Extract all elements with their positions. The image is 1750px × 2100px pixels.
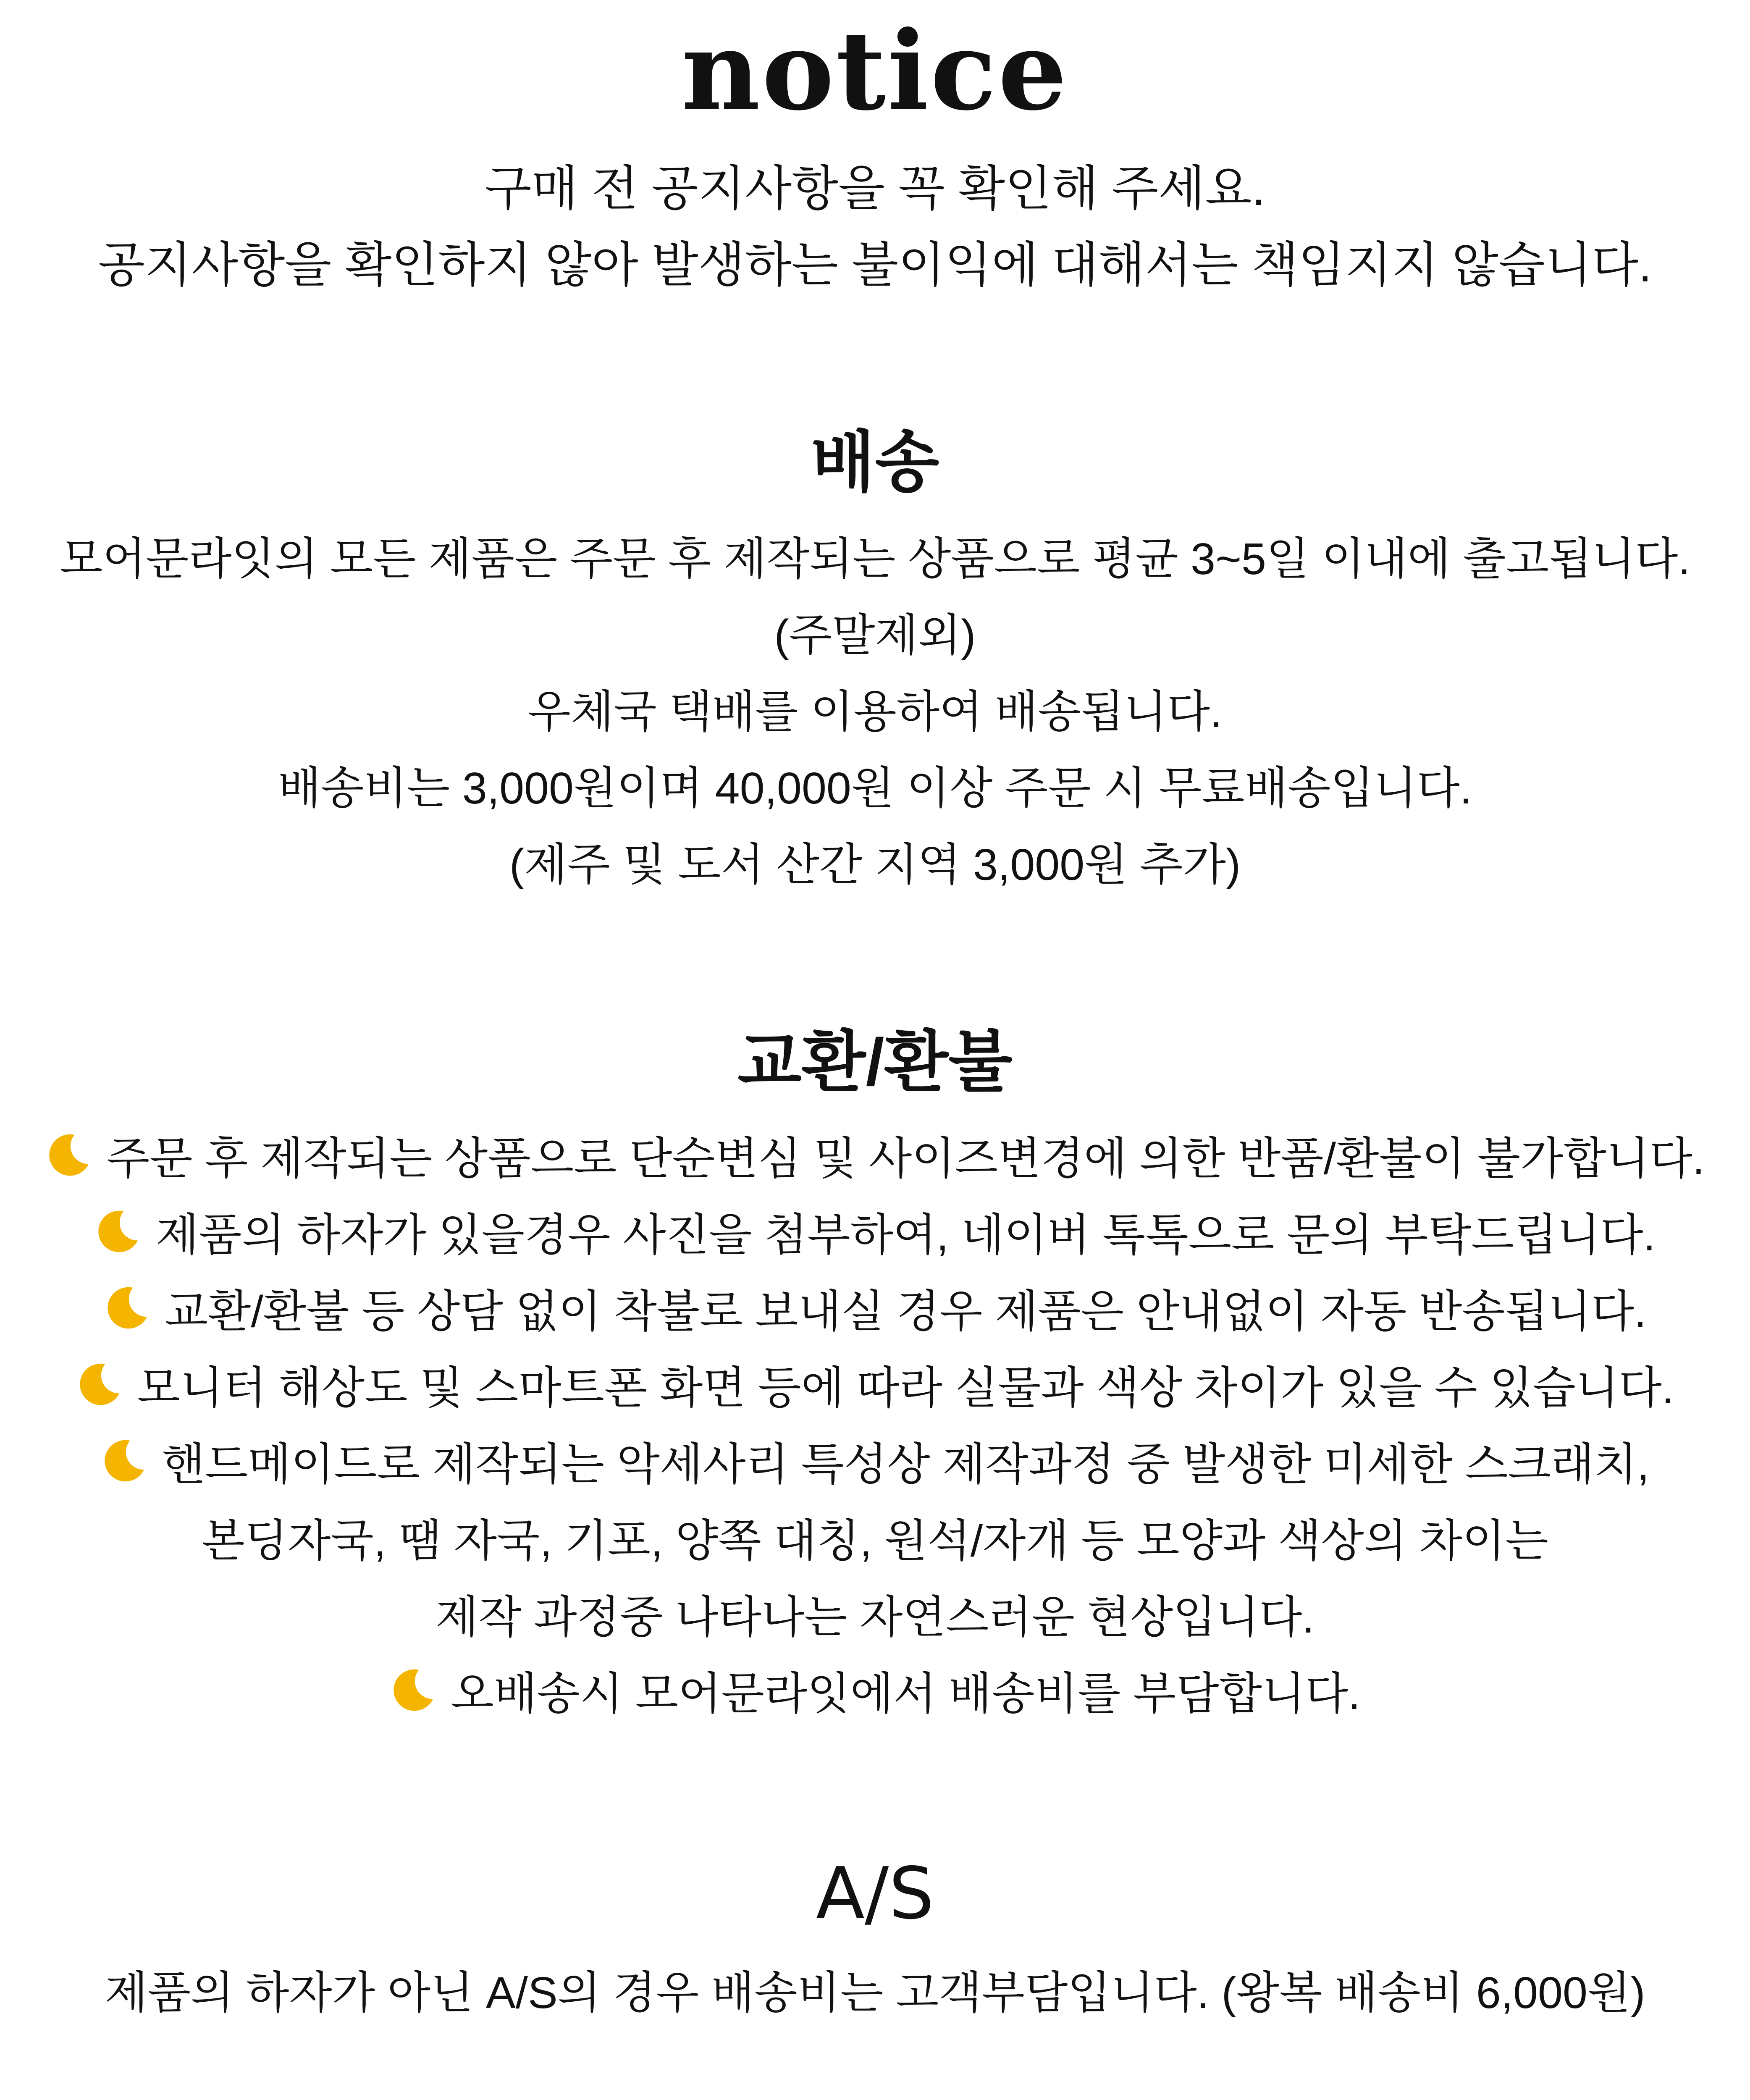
crescent-moon-icon xyxy=(101,1437,148,1484)
shipping-line: (주말제외) xyxy=(774,611,976,660)
exchange-line xyxy=(0,1350,1750,1426)
intro-line: 공지사항을 확인하지 않아 발생하는 불이익에 대해서는 책임지지 않습니다. xyxy=(98,238,1652,292)
intro xyxy=(0,150,1750,303)
exchange-line xyxy=(0,1121,1750,1197)
exchange-line-text: 핸드메이드로 제작되는 악세사리 특성상 제작과정 중 발생한 미세한 스크래치, xyxy=(162,1440,1650,1489)
crescent-moon-icon xyxy=(390,1666,437,1713)
section-title-shipping: 배송 xyxy=(811,425,939,499)
as-section xyxy=(0,1852,1750,2031)
crescent-moon-icon xyxy=(94,1208,142,1255)
shipping-line: 우체국 택배를 이용하여 배송됩니다. xyxy=(527,687,1223,737)
as-line: 제품의 하자가 아닌 A/S의 경우 배송비는 고객부담입니다. (왕복 배송비 6,000원) xyxy=(105,1968,1645,2018)
exchange-line xyxy=(0,1197,1750,1273)
shipping-line: 배송비는 3,000원이며 40,000원 이상 주문 시 무료배송입니다. xyxy=(278,764,1472,813)
exchange-line-text: 주문 후 제작되는 상품으로 단순변심 및 사이즈변경에 의한 반품/환불이 불가합니다. xyxy=(106,1134,1705,1184)
exchange-line xyxy=(0,1273,1750,1350)
section-title-as: A/S xyxy=(816,1852,934,1935)
shipping-line: 모어문라잇의 모든 제품은 주문 후 제작되는 상품으로 평균 3~5일 이내에 출고됩니다. xyxy=(60,534,1690,584)
exchange-line: 본딩자국, 땜 자국, 기포, 양쪽 대칭, 원석/자개 등 모양과 색상의 차이는 xyxy=(202,1516,1548,1566)
exchange-line xyxy=(0,1656,1750,1732)
section-title-exchange: 교환/환불 xyxy=(737,1025,1013,1099)
exchange-line-text: 교환/환불 등 상담 없이 착불로 보내실 경우 제품은 안내없이 자동 반송됩니다. xyxy=(165,1287,1647,1336)
crescent-moon-icon xyxy=(104,1284,151,1331)
exchange-line-text: 제품의 하자가 있을경우 사진을 첨부하여, 네이버 톡톡으로 문의 부탁드립니다. xyxy=(155,1210,1656,1260)
exchange-section xyxy=(0,1025,1750,1732)
page-title: notice xyxy=(681,7,1069,134)
intro-line: 구매 전 공지사항을 꼭 확인해 주세요. xyxy=(485,162,1265,215)
crescent-moon-icon xyxy=(76,1360,123,1407)
exchange-line-text: 모니터 해상도 및 스마트폰 화면 등에 따라 실물과 색상 차이가 있을 수 있습니다. xyxy=(137,1363,1674,1413)
exchange-line-text: 오배송시 모어문라잇에서 배송비를 부담합니다. xyxy=(451,1669,1361,1719)
shipping-line: (제주 및 도서 산간 지역 3,000원 추가) xyxy=(509,840,1241,890)
exchange-line: 제작 과정중 나타나는 자연스러운 현상입니다. xyxy=(436,1593,1314,1642)
exchange-line xyxy=(0,1426,1750,1503)
crescent-moon-icon xyxy=(45,1131,92,1178)
shipping-section xyxy=(0,425,1750,903)
